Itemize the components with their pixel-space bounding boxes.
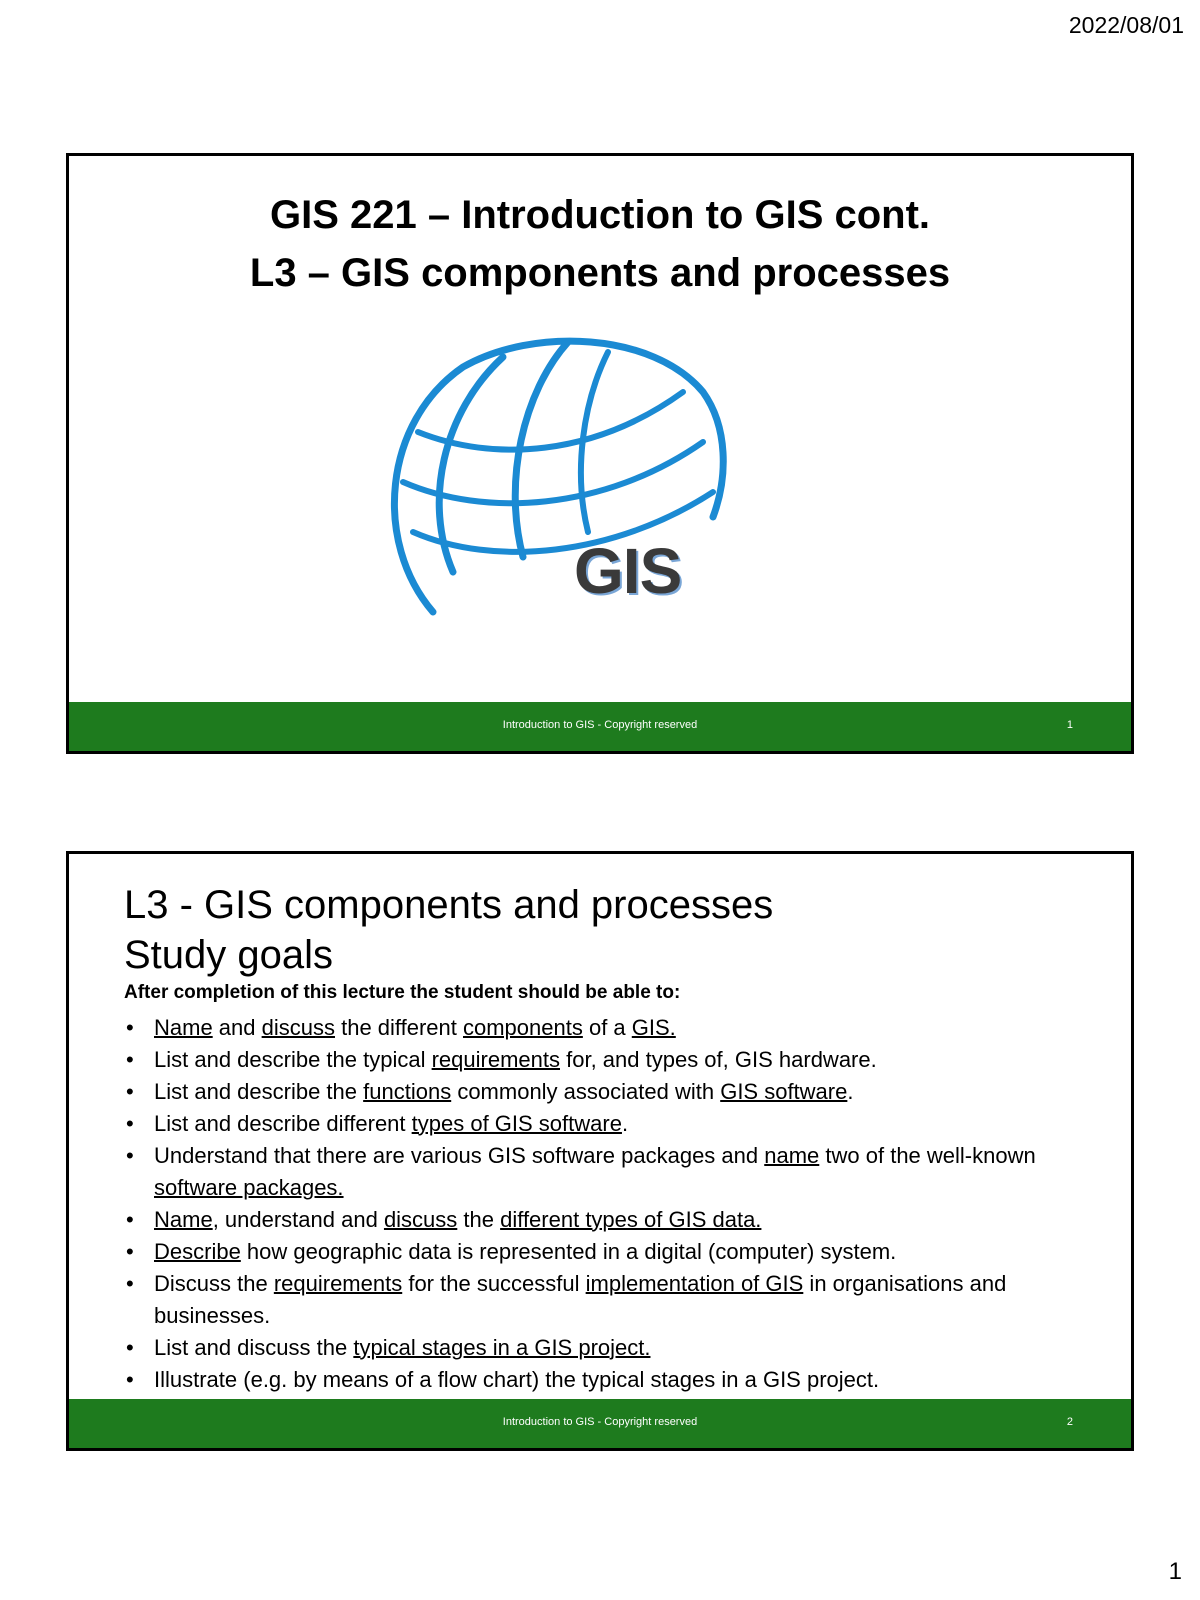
page-number: 1 <box>1168 1558 1182 1585</box>
study-goal-item <box>124 1364 1064 1396</box>
underlined-text: types of GIS software <box>411 1111 622 1136</box>
slide-2-footer <box>69 1399 1131 1448</box>
underlined-text: Name <box>154 1015 213 1040</box>
goal-text: in organisations and businesses. <box>154 1271 1007 1328</box>
goal-text: the <box>457 1207 501 1232</box>
underlined-text: Describe <box>154 1239 241 1264</box>
goal-text: commonly associated with <box>451 1079 721 1104</box>
goal-text: how geographic data is represented in a digital (computer) system. <box>240 1239 897 1264</box>
study-goal-item <box>124 1268 1064 1332</box>
goal-text: for, and types of, GIS hardware. <box>560 1047 877 1072</box>
goal-text: Understand that there are various GIS software packages and <box>154 1143 765 1168</box>
footer-text: Introduction to GIS - Copyright reserved <box>502 1416 698 1428</box>
slide-number: 1 <box>1066 719 1073 731</box>
underlined-text: Name <box>154 1207 213 1232</box>
study-goal-item <box>124 1236 1064 1268</box>
goal-text: . <box>847 1079 854 1104</box>
underlined-text: discuss <box>383 1207 458 1232</box>
slide-1 <box>66 153 1134 754</box>
goal-text: List and describe the typical <box>154 1047 432 1072</box>
study-goals-list <box>124 1012 1064 1396</box>
globe-grid-icon <box>383 332 743 622</box>
underlined-text: functions <box>363 1079 452 1104</box>
underlined-text: different types of GIS data. <box>500 1207 762 1232</box>
goal-text: . <box>621 1111 629 1136</box>
logo-text: GIS <box>574 535 682 607</box>
underlined-text: typical stages in a GIS project. <box>353 1335 651 1360</box>
slide-2-title <box>124 880 773 980</box>
study-goal-item <box>124 1204 1064 1236</box>
study-goal-item <box>124 1140 1064 1204</box>
underlined-text: name <box>764 1143 820 1168</box>
slide-1-title <box>69 186 1131 302</box>
slide-number: 2 <box>1066 1416 1073 1428</box>
goal-text: List and describe different <box>154 1111 412 1136</box>
underlined-text: GIS. <box>631 1015 676 1040</box>
goal-text: for the successful <box>402 1271 586 1296</box>
underlined-text: discuss <box>261 1015 335 1040</box>
goal-text: the different <box>334 1015 463 1040</box>
goal-text: two of the well-known <box>819 1143 1036 1168</box>
goal-text: List and discuss the <box>154 1335 354 1360</box>
underlined-text: implementation of GIS <box>585 1271 804 1296</box>
underlined-text: GIS software <box>720 1079 848 1104</box>
study-goal-item <box>124 1076 1064 1108</box>
slide-1-title-line2: L3 – GIS components and processes <box>249 251 951 295</box>
slide-2 <box>66 851 1134 1451</box>
goal-text: , understand and <box>212 1207 384 1232</box>
slide-2-title-line2: Study goals <box>124 933 334 977</box>
underlined-text: software packages. <box>154 1175 344 1200</box>
study-goal-item <box>124 1332 1064 1364</box>
footer-text: Introduction to GIS - Copyright reserved <box>502 719 698 731</box>
underlined-text: components <box>463 1015 583 1040</box>
page-date: 2022/08/01 <box>1068 12 1184 38</box>
goal-text: List and describe the <box>154 1079 364 1104</box>
goal-text: and <box>212 1015 262 1040</box>
goal-text: Discuss the <box>154 1271 274 1296</box>
goal-text: Illustrate (e.g. by means of a flow chart) the typical stages in a GIS project. <box>154 1367 880 1392</box>
slide-2-intro: After completion of this lecture the student should be able to: <box>124 982 681 1003</box>
underlined-text: requirements <box>273 1271 403 1296</box>
study-goal-item <box>124 1108 1064 1140</box>
underlined-text: requirements <box>431 1047 560 1072</box>
study-goal-item <box>124 1012 1064 1044</box>
slide-1-title-line1: GIS 221 – Introduction to GIS cont. <box>269 193 931 237</box>
slide-2-title-line1: L3 - GIS components and processes <box>124 883 774 927</box>
study-goal-item <box>124 1044 1064 1076</box>
goal-text: of a <box>582 1015 632 1040</box>
slide-1-footer <box>69 702 1131 751</box>
